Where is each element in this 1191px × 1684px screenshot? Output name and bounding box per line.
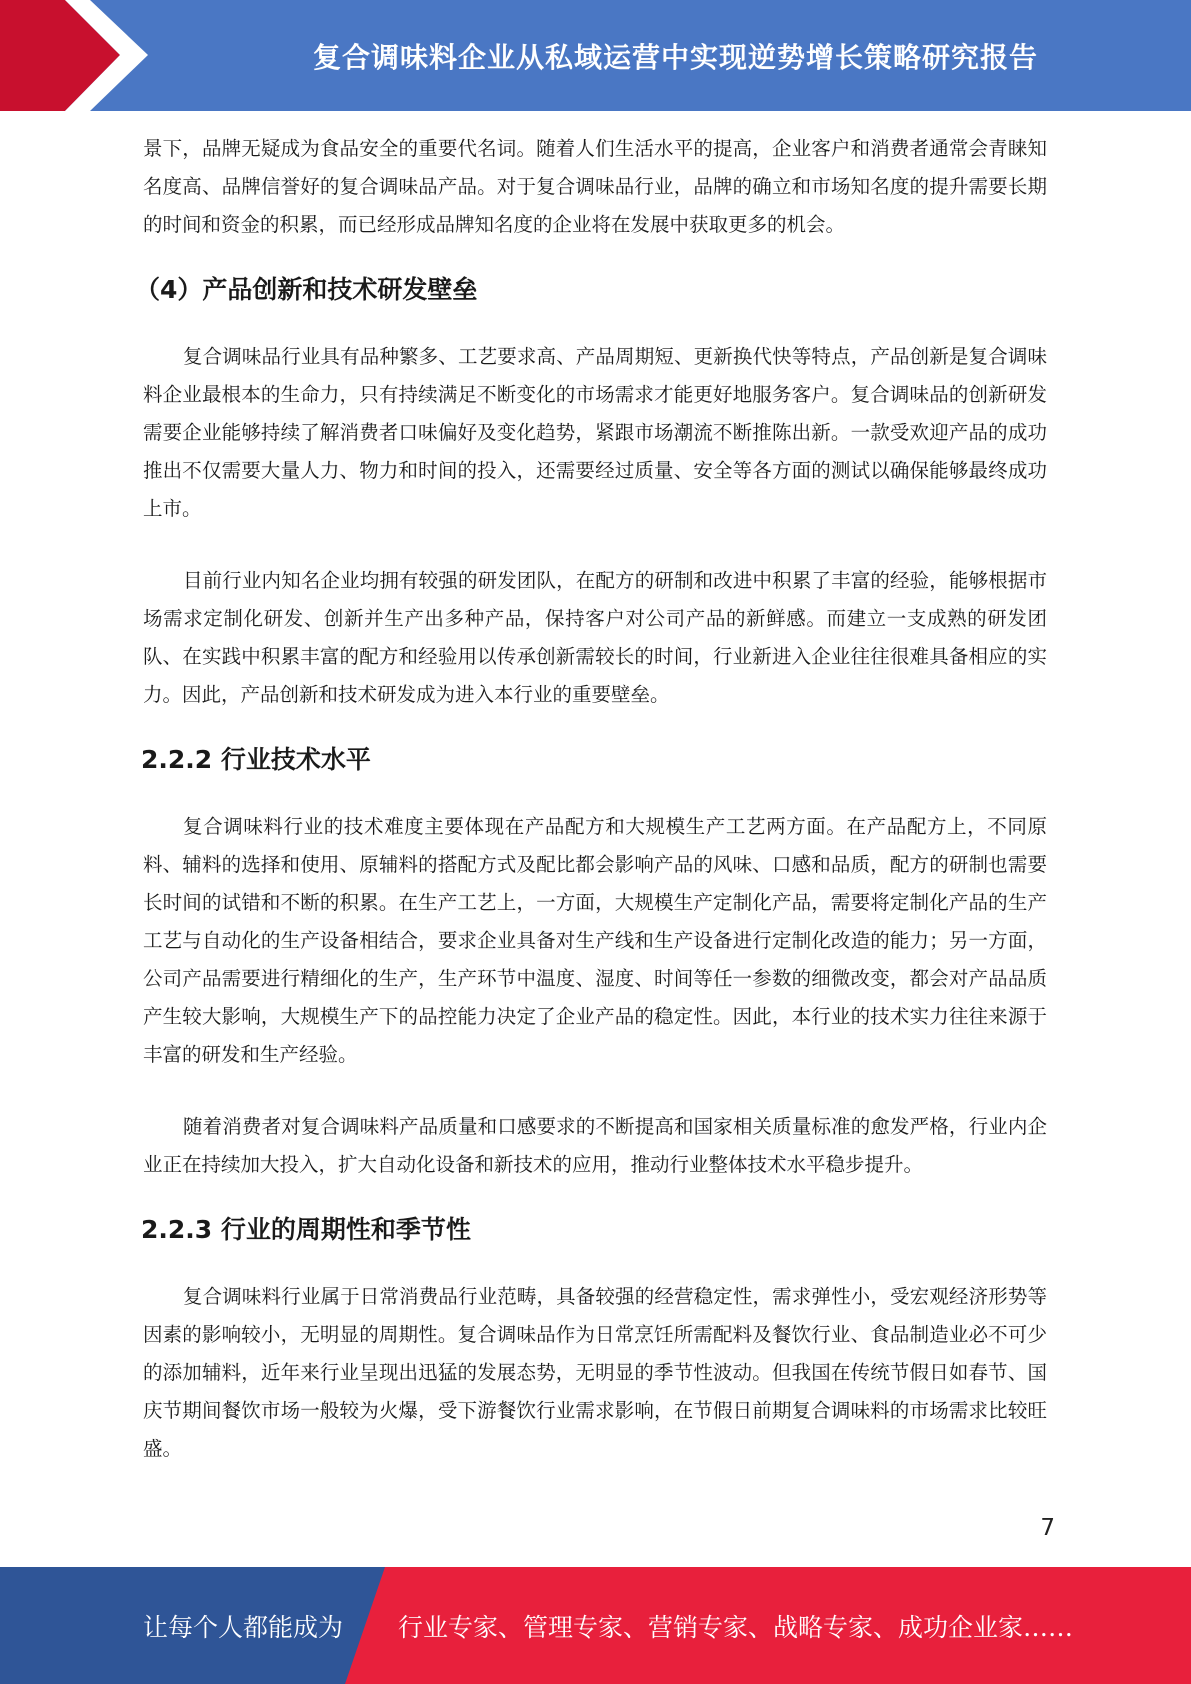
page-footer <box>0 1567 1191 1684</box>
paragraph-cyclicality: 复合调味料行业属于日常消费品行业范畴，具备较强的经营稳定性，需求弹性小，受宏观经济形势等因素的影响较小，无明显的周期性。复合调味品作为日常烹饪所需配料及餐饮行业、食品制造业必不可少的添加辅料，近年来行业呈现出迅猛的发展态势，无明显的季节性波动。但我国在传统节假日如春节、国庆节期间餐饮市场一般较为火爆，受下游餐饮行业需求影响，在节假日前期复合调味料的市场需求比较旺盛。 <box>143 1285 1047 1460</box>
document-body <box>135 130 1047 1468</box>
paragraph-intro: 景下，品牌无疑成为食品安全的重要代名词。随着人们生活水平的提高，企业客户和消费者通常会青睐知名度高、品牌信誉好的复合调味品产品。对于复合调味品行业，品牌的确立和市场知名度的提升需要长期的时间和资金的积累，而已经形成品牌知名度的企业将在发展中获取更多的机会。 <box>143 137 1047 236</box>
footer-slogan-right: 行业专家、管理专家、营销专家、战略专家、成功企业家…… <box>398 1612 1074 1642</box>
header-title: 复合调味料企业从私域运营中实现逆势增长策略研究报告 <box>312 40 1038 74</box>
section-heading-2-2-2: 2.2.2 行业技术水平 <box>141 745 371 774</box>
page-number: 7 <box>1040 1515 1055 1541</box>
paragraph-tech-level-1: 复合调味料行业的技术难度主要体现在产品配方和大规模生产工艺两方面。在产品配方上，不同原料、辅料的选择和使用、原辅料的搭配方式及配比都会影响产品的风味、口感和品质，配方的研制也需要长时间的试错和不断的积累。在生产工艺上，一方面，大规模生产定制化产品，需要将定制化产品的生产工艺与自动化的生产设备相结合，要求企业具备对生产线和生产设备进行定制化改造的能力；另一方面，公司产品需要进行精细化的生产，生产环节中温度、湿度、时间等任一参数的细微改变，都会对产品品质产生较大影响，大规模生产下的品控能力决定了企业产品的稳定性。因此，本行业的技术实力往往来源于丰富的研发和生产经验。 <box>143 815 1047 1066</box>
section-heading-2-2-3: 2.2.3 行业的周期性和季节性 <box>141 1215 471 1244</box>
section-heading-4: （4）产品创新和技术研发壁垒 <box>135 275 478 304</box>
paragraph-tech-level-2: 随着消费者对复合调味料产品质量和口感要求的不断提高和国家相关质量标准的愈发严格，行业内企业正在持续加大投入，扩大自动化设备和新技术的应用，推动行业整体技术水平稳步提升。 <box>143 1115 1047 1176</box>
paragraph-innovation-2: 目前行业内知名企业均拥有较强的研发团队，在配方的研制和改进中积累了丰富的经验，能够根据市场需求定制化研发、创新并生产出多种产品，保持客户对公司产品的新鲜感。而建立一支成熟的研发团队、在实践中积累丰富的配方和经验用以传承创新需较长的时间，行业新进入企业往往很难具备相应的实力。因此，产品创新和技术研发成为进入本行业的重要壁垒。 <box>143 569 1047 706</box>
page-header <box>0 0 1191 111</box>
footer-slogan-left: 让每个人都能成为 <box>143 1612 344 1642</box>
paragraph-innovation-1: 复合调味品行业具有品种繁多、工艺要求高、产品周期短、更新换代快等特点，产品创新是复合调味料企业最根本的生命力，只有持续满足不断变化的市场需求才能更好地服务客户。复合调味品的创新研发需要企业能够持续了解消费者口味偏好及变化趋势，紧跟市场潮流不断推陈出新。一款受欢迎产品的成功推出不仅需要大量人力、物力和时间的投入，还需要经过质量、安全等各方面的测试以确保能够最终成功上市。 <box>143 345 1047 520</box>
